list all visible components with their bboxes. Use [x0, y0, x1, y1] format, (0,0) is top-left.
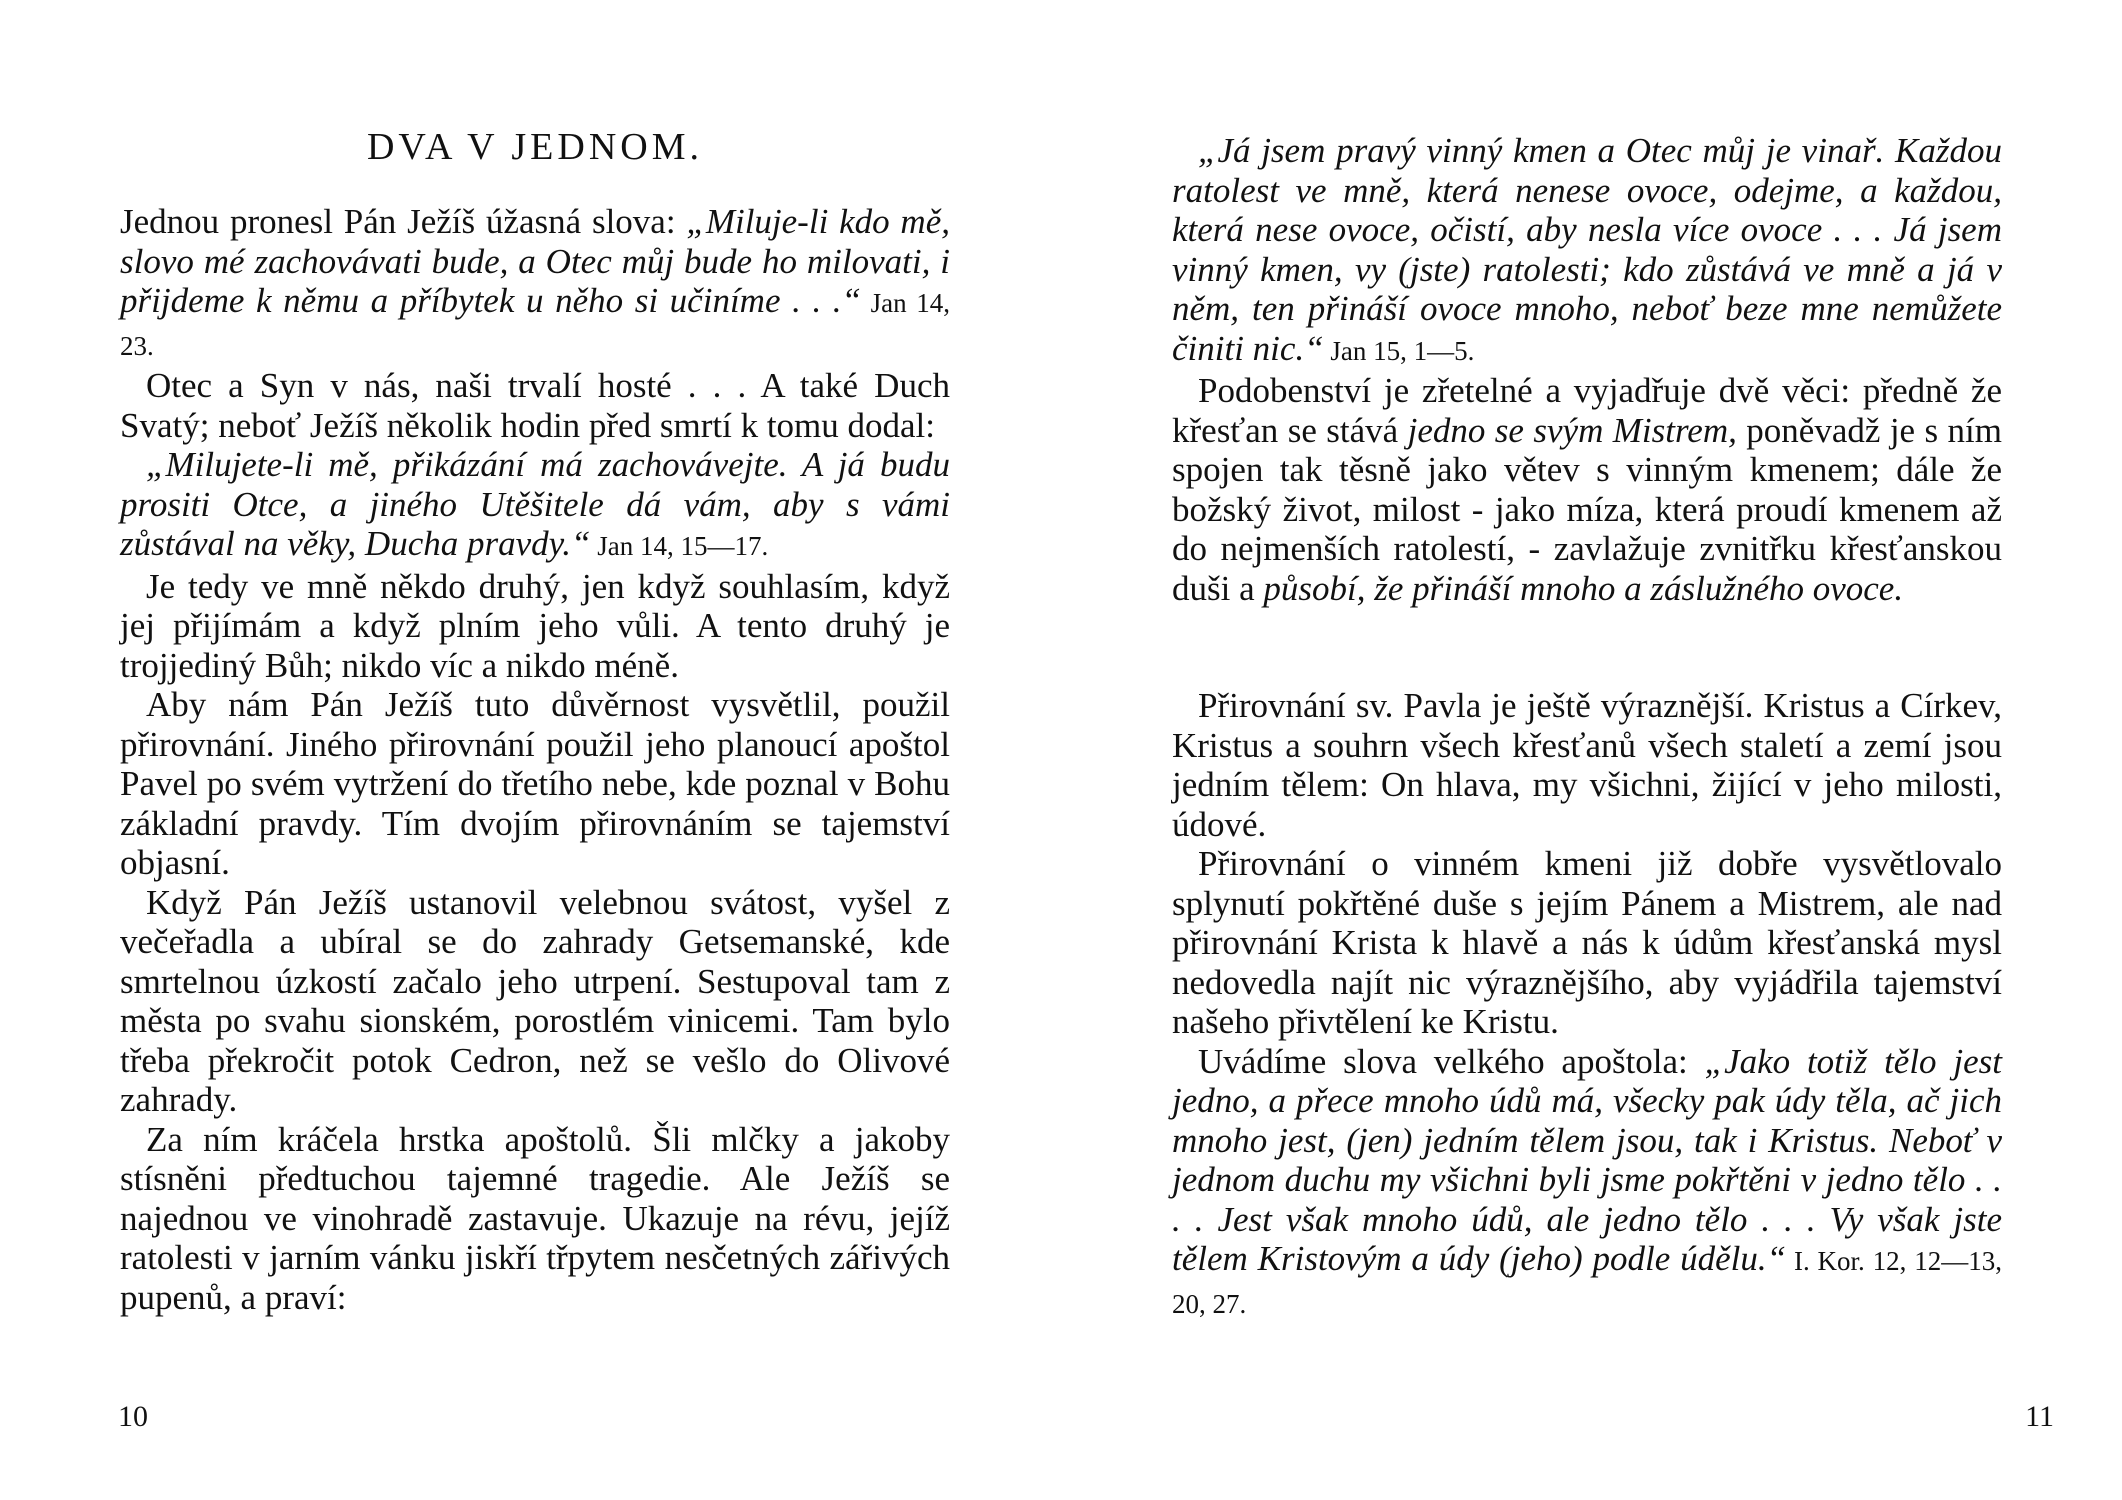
- bible-reference: I. Kor. 12, 12—13, 20, 27.: [1172, 1246, 2002, 1319]
- quote-paragraph: [1172, 131, 2002, 371]
- paragraph: [1172, 686, 2002, 844]
- right-page-text: [1172, 131, 2002, 1324]
- bible-reference: Jan 15, 1—5.: [1323, 335, 1475, 366]
- bible-reference: Jan 14, 15—17.: [590, 531, 769, 561]
- paragraph: [120, 1120, 950, 1318]
- italic-run: „Milujete-li mě, přikázání má zachovávejte. A já budu prositi Otce, a jiného Utěšitele dá vám, aby s vámi zůstával na věky, Ducha pravdy.“: [120, 445, 950, 563]
- text-run: Uvádíme slova velkého apoštola:: [1198, 1041, 1705, 1081]
- paragraph: [120, 883, 950, 1120]
- chapter-title: DVA V JEDNOM.: [366, 126, 704, 168]
- text-run: Je tedy ve mně někdo druhý, jen když souhlasím, když jej přijímám a když plním jeho vůli. A tento druhý je trojjediný Bůh; nikdo víc a nikdo méně.: [120, 566, 950, 685]
- quote-paragraph: [120, 445, 950, 567]
- italic-run: jedno se svým Mistrem,: [1407, 410, 1737, 450]
- paragraph: [120, 567, 950, 686]
- italic-run: „Já jsem pravý vinný kmen a Otec můj je vinař. Každou ratolest ve mně, která nenese ovoce, odejme, a každou, která nese ovoce, očistí, aby nesla více ovoce . . . Já jsem vinný kmen, vy (jste) ratolesti; kdo zůstává ve mně a já v něm, ten přináší ovoce mnoho, neboť beze mne nemůžete činiti nic.“: [1172, 131, 2002, 368]
- bible-reference: Jan 14, 23.: [120, 288, 950, 361]
- text-run: Když Pán Ježíš ustanovil velebnou svátost, vyšel z večeřadla a ubíral se do zahrady Getsemanské, kde smrtelnou úzkostí začalo jeho utrpení. Sestupoval tam z města po svahu sionském, porostlém vinicemi. Tam bylo třeba překročit potok Cedron, než se vešlo do Olivové zahrady.: [120, 882, 950, 1119]
- page-number: 11: [2025, 1400, 2054, 1433]
- paragraph: [1172, 1042, 2002, 1325]
- left-page-text: [120, 202, 950, 1317]
- text-run: Aby nám Pán Ježíš tuto důvěrnost vysvětlil, použil přirovnání. Jiného přirovnání použil jeho planoucí apoštol Pavel po svém vytržení do třetího nebe, kde poznal v Bohu základní pravdy. Tím dvojím přirovnáním se tajemství objasní.: [120, 685, 950, 882]
- italic-run: „Jako totiž tělo jest jedno, a přece mnoho údů má, všecky pak údy těla, ač jich mnoho jest, (jen) jedním tělem jsou, tak i Kristus. Neboť v jednom duchu my všichni byli jsme pokřtěni v jedno tělo . . . . Jest však mnoho údů, ale jedno tělo . . . Vy však jste tělem Kristovým a údy (jeho) podle údělu.“: [1172, 1041, 2002, 1278]
- italic-run: „Miluje-li kdo mě, slovo mé zachovávati bude, a Otec můj bude ho milovati, i přijdeme k němu a příbytek u něho si učiníme . . .“: [120, 202, 950, 320]
- italic-run: působí, že přináší mnoho a záslužného ovoce.: [1263, 568, 1904, 608]
- text-run: poněvadž je s ním spojen tak těsně jako větev s vinným kmenem; dále že božský život, milost - jako míza, která proudí kmenem až do nejmenších ratolestí, - zavlažuje zvnitřku křesťanskou duši a: [1172, 410, 2002, 608]
- right-page: [1061, 0, 2122, 1500]
- page-number: 10: [118, 1400, 148, 1433]
- text-run: Přirovnání sv. Pavla je ještě výraznější. Kristus a Církev, Kristus a souhrn všech křesťanů všech staletí a zemí jsou jedním tělem: On hlava, my všichni, žijící v jeho milosti, údové.: [1172, 686, 2002, 844]
- text-run: Otec a Syn v nás, naši trvalí hosté . . . A také Duch Svatý; neboť Ježíš několik hodin před smrtí k tomu dodal:: [120, 366, 950, 445]
- text-run: Za ním kráčela hrstka apoštolů. Šli mlčky a jakoby stísněni předtuchou tajemné tragedie. Ale Ježíš se najednou ve vinohradě zastavuje. Ukazuje na révu, jejíž ratolesti v jarním vánku jiskří třpytem nesčetných zářivých pupenů, a praví:: [120, 1119, 950, 1317]
- paragraph: [1172, 844, 2002, 1042]
- paragraph: [120, 685, 950, 883]
- paragraph: [120, 366, 950, 445]
- paragraph: [1172, 371, 2002, 608]
- text-run: Podobenství je zřetelné a vyjadřuje dvě věci: předně že křesťan se stává: [1172, 371, 2002, 450]
- paragraph: [120, 202, 950, 366]
- text-run: Jednou pronesl Pán Ježíš úžasná slova:: [120, 202, 687, 241]
- text-run: Přirovnání o vinném kmeni již dobře vysvětlovalo splynutí pokřtěné duše s jejím Pánem a Mistrem, ale nad přirovnání Krista k hlavě a nás k údům křesťanská mysl nedovedla najít nic výraznějšího, aby vyjádřila tajemství našeho přivtělení ke Kristu.: [1172, 844, 2002, 1041]
